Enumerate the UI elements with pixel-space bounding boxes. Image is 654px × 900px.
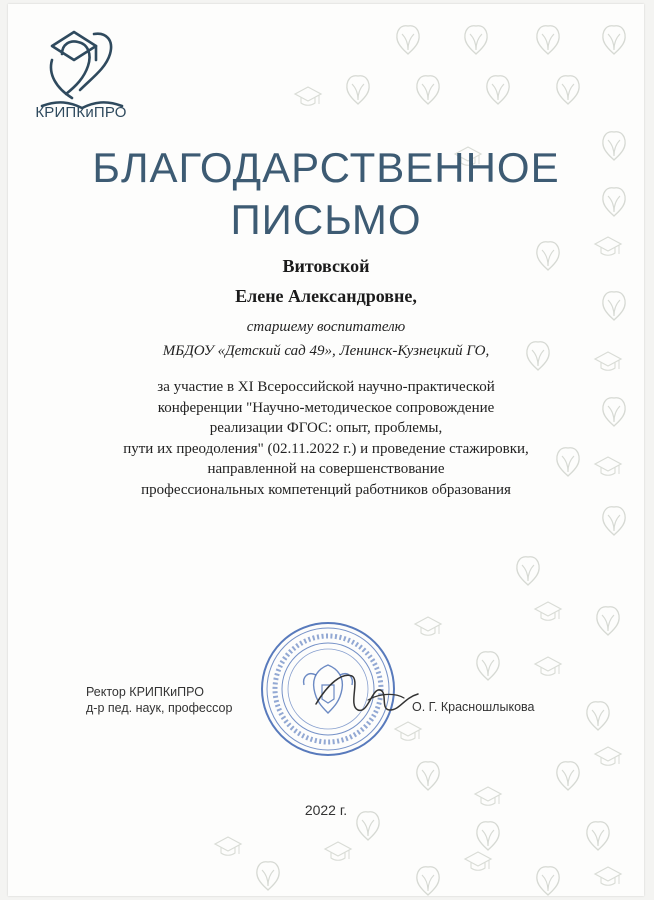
reason-line: профессиональных компетенций работников образования [141, 481, 511, 498]
recipient-name: Елене Александровне, [235, 286, 417, 306]
signature-icon [308, 654, 428, 724]
document-title-line1: БЛАГОДАРСТВЕННОЕ [92, 144, 560, 191]
recipient-surname: Витовской [282, 256, 370, 276]
signer-title-line: Ректор КРИПКиПРО [86, 685, 204, 699]
recipient-position: старшему воспитателю [246, 319, 406, 335]
signer-name: О. Г. Красношлыкова [412, 700, 535, 714]
reason-text [68, 377, 584, 500]
certificate-page [8, 4, 644, 896]
signer-title [86, 684, 232, 716]
reason-line: за участие в XI Всероссийской научно-практической [157, 379, 495, 395]
reason-line: пути их преодоления" (02.11.2022 г.) и проведение стажировки, [123, 440, 529, 457]
recipient-organization: МБДОУ «Детский сад 49», Ленинск-Кузнецкий ГО, [162, 343, 490, 359]
signer-title-line: д-р пед. наук, профессор [86, 701, 233, 715]
reason-line: направленной на совершенствование [207, 461, 445, 477]
logo-text: КРИПКиПРО [35, 104, 127, 121]
document-title-line2: ПИСЬМО [230, 196, 422, 243]
reason-line: конференции "Научно-методическое сопровождение [157, 399, 495, 416]
document-year: 2022 г. [304, 802, 348, 818]
reason-line: реализации ФГОС: опыт, проблемы, [209, 420, 443, 436]
